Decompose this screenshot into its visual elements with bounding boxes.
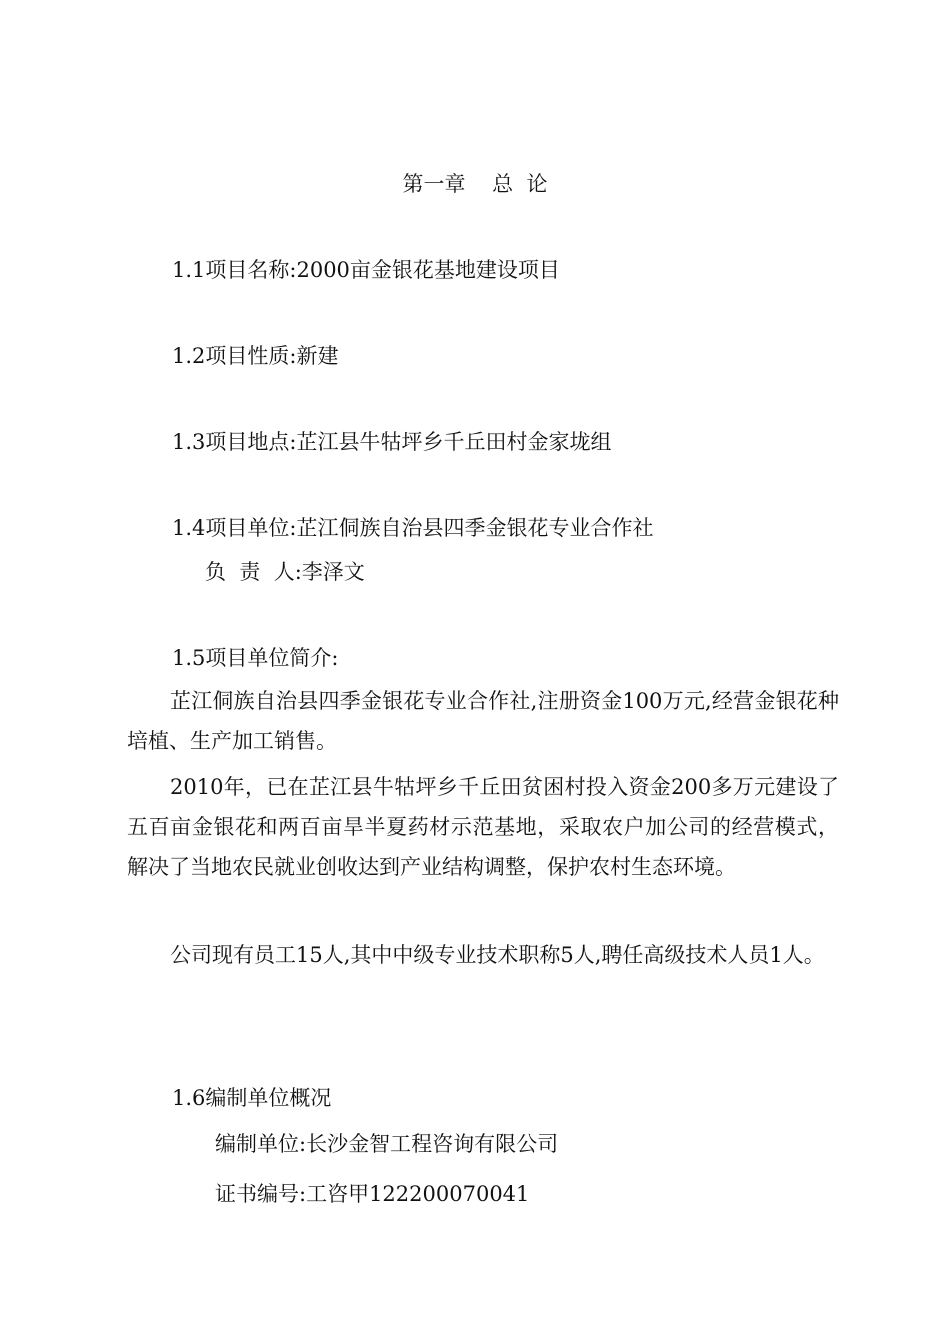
project-location-line: 1.3项目地点:芷江县牛牯坪乡千丘田村金家垅组: [172, 430, 612, 454]
compiler-overview-heading: 1.6编制单位概况: [172, 1086, 332, 1110]
unit-intro-paragraph-3: 公司现有员工15人,其中中级专业技术职称5人,聘任高级技术人员1人。: [170, 943, 825, 967]
unit-intro-heading: 1.5项目单位简介:: [172, 646, 339, 670]
certificate-number-line: 证书编号:工咨甲122200070041: [215, 1182, 530, 1206]
chapter-title: 第一章 总 论: [402, 172, 548, 196]
compiler-unit-line: 编制单位:长沙金智工程咨询有限公司: [215, 1132, 559, 1156]
project-nature-line: 1.2项目性质:新建: [172, 344, 339, 368]
project-name-line: 1.1项目名称:2000亩金银花基地建设项目: [172, 258, 560, 282]
responsible-person-line: 负 责 人:李泽文: [205, 560, 365, 584]
unit-intro-paragraph-1: 芷江侗族自治县四季金银花专业合作社,注册资金100万元,经营金银花种培植、生产加工销售。: [127, 689, 839, 753]
project-unit-line: 1.4项目单位:芷江侗族自治县四季金银花专业合作社: [172, 516, 654, 540]
unit-intro-paragraph-2: 2010年，已在芷江县牛牯坪乡千丘田贫困村投入资金200多万元建设了五百亩金银花和两百亩旱半夏药材示范基地，采取农户加公司的经营模式，解决了当地农民就业创收达到产业结构调整，保护农村生态环境。: [127, 775, 839, 879]
